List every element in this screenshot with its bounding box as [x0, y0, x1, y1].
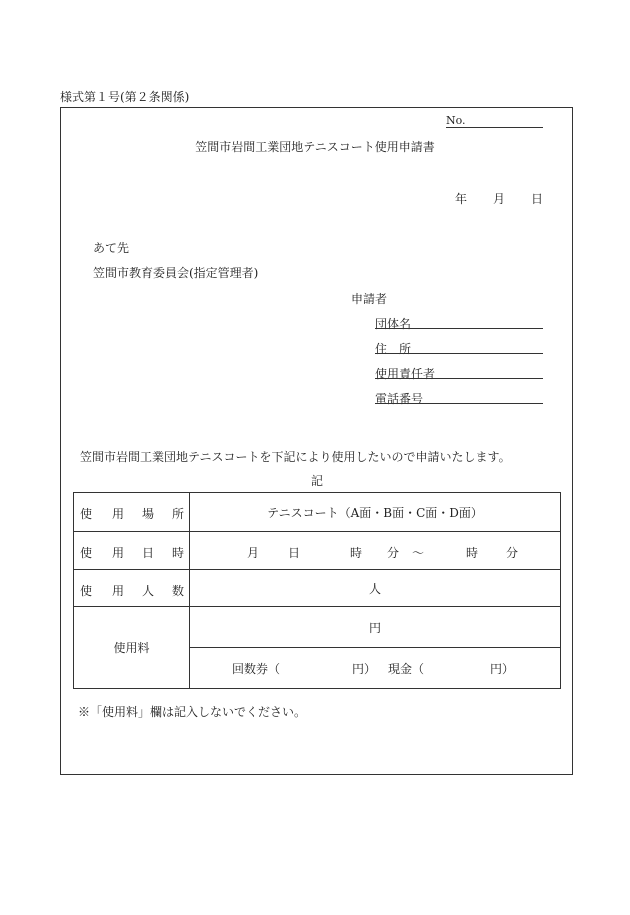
date-year: 年	[455, 192, 468, 206]
date-day: 日	[531, 192, 544, 206]
coupon-unit: 円）	[352, 662, 377, 676]
people-label-char: 用	[112, 584, 125, 598]
date-month: 月	[493, 192, 506, 206]
field-address: 住 所	[375, 342, 412, 356]
place-label-char: 用	[112, 507, 125, 521]
people-label-char: 数	[172, 584, 185, 598]
organization-line	[375, 328, 543, 329]
datetime-minute-end: 分	[506, 546, 519, 560]
form-title: 笠間市岩間工業団地テニスコート使用申請書	[195, 140, 435, 154]
datetime-minute-start: 分	[387, 546, 400, 560]
people-label	[74, 570, 190, 607]
datetime-label-char: 日	[142, 546, 155, 560]
field-phone: 電話番号	[375, 392, 424, 406]
form-number: 様式第１号(第２条関係)	[60, 90, 190, 104]
place-label-char: 場	[142, 507, 155, 521]
addressee-label: あて先	[93, 241, 130, 255]
address-line	[375, 353, 543, 354]
datetime-month: 月	[247, 546, 260, 560]
no-underline	[446, 127, 543, 128]
datetime-label-char: 時	[172, 546, 185, 560]
row-fee	[74, 607, 561, 648]
datetime-value	[190, 532, 561, 570]
coupon-label: 回数券（	[232, 662, 281, 676]
addressee: 笠間市教育委員会(指定管理者)	[93, 266, 259, 280]
people-label-char: 使	[80, 584, 93, 598]
request-sentence: 笠間市岩間工業団地テニスコートを下記により使用したいので申請いたします。	[80, 450, 511, 464]
datetime-hour-end: 時	[466, 546, 479, 560]
datetime-tilde: ～	[412, 546, 425, 560]
field-organization: 団体名	[375, 317, 412, 331]
people-unit: 人	[190, 570, 561, 607]
no-label: No.	[446, 114, 466, 127]
phone-line	[375, 403, 543, 404]
ki-label: 記	[311, 474, 324, 488]
place-label-char: 所	[172, 507, 185, 521]
field-responsible-person: 使用責任者	[375, 367, 436, 381]
datetime-hour-start: 時	[350, 546, 363, 560]
place-label-char: 使	[80, 507, 93, 521]
datetime-day: 日	[288, 546, 301, 560]
fee-label: 使用料	[74, 607, 190, 689]
datetime-label-char: 用	[112, 546, 125, 560]
row-people	[74, 570, 561, 607]
place-label	[74, 493, 190, 532]
row-place	[74, 493, 561, 532]
fee-unit: 円	[190, 607, 561, 648]
cash-label: 現金（	[388, 662, 425, 676]
row-datetime	[74, 532, 561, 570]
place-value: テニスコート（A面・B面・C面・D面）	[190, 493, 561, 532]
applicant-label: 申請者	[351, 292, 388, 306]
cash-unit: 円）	[490, 662, 515, 676]
usage-table	[73, 492, 561, 689]
datetime-label-char: 使	[80, 546, 93, 560]
people-label-char: 人	[142, 584, 155, 598]
fee-breakdown	[190, 648, 561, 689]
note: ※「使用料」欄は記入しないでください。	[78, 705, 307, 719]
datetime-label	[74, 532, 190, 570]
responsible-line	[375, 378, 543, 379]
